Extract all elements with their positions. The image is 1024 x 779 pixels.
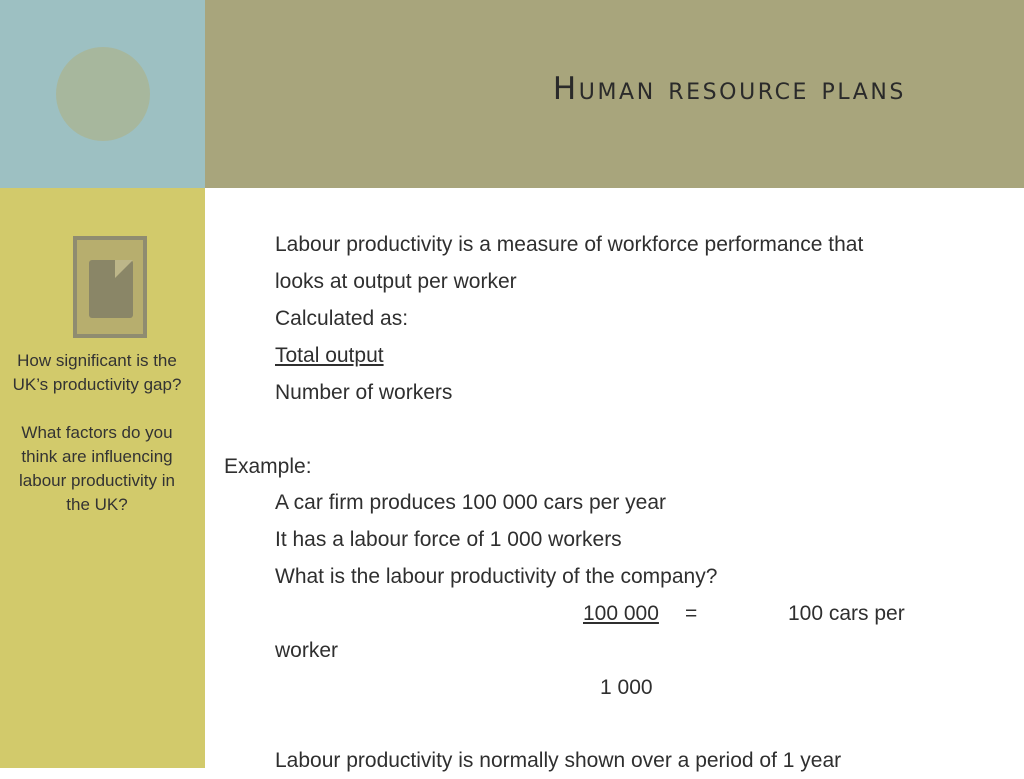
bullet-icon xyxy=(224,526,236,544)
formula-numerator: Total output xyxy=(275,344,384,367)
sidebar-question-1: How significant is the UK’s productivity gap? xyxy=(12,351,182,394)
calculation-numerator: 100 000 xyxy=(583,602,659,625)
document-fold-icon xyxy=(115,260,133,278)
bullet-icon xyxy=(224,747,236,765)
bullet-3: A car firm produces 100 000 cars per year xyxy=(275,491,667,514)
calculation-result: 100 cars per xyxy=(788,602,905,625)
bullet-1-continued: looks at output per worker xyxy=(275,270,517,293)
bullet-icon xyxy=(224,305,236,323)
slide-title: Human resource plans xyxy=(552,71,906,107)
sidebar-question-2: What factors do you think are influencing labour productivity in the UK? xyxy=(19,423,175,514)
title-bar xyxy=(205,0,1024,188)
formula-denominator: Number of workers xyxy=(275,381,453,404)
calculation-result-continued: worker xyxy=(275,639,339,662)
bullet-icon xyxy=(224,563,236,581)
bullet-2: Calculated as: xyxy=(275,307,409,330)
bullet-5: What is the labour productivity of the company? xyxy=(275,565,718,588)
bullet-icon xyxy=(224,231,236,249)
decorative-circle xyxy=(56,47,150,141)
bullet-icon xyxy=(224,489,236,507)
sidebar-questions xyxy=(5,349,189,541)
top-left-panel xyxy=(0,0,205,188)
calculation-equals: = xyxy=(685,602,698,625)
example-label: Example: xyxy=(224,455,312,478)
calculation-denominator: 1 000 xyxy=(600,676,653,699)
document-icon xyxy=(73,236,147,338)
bullet-1: Labour productivity is a measure of workforce performance that xyxy=(275,233,864,256)
bullet-4: It has a labour force of 1 000 workers xyxy=(275,528,622,551)
bullet-6: Labour productivity is normally shown over a period of 1 year xyxy=(275,749,842,772)
